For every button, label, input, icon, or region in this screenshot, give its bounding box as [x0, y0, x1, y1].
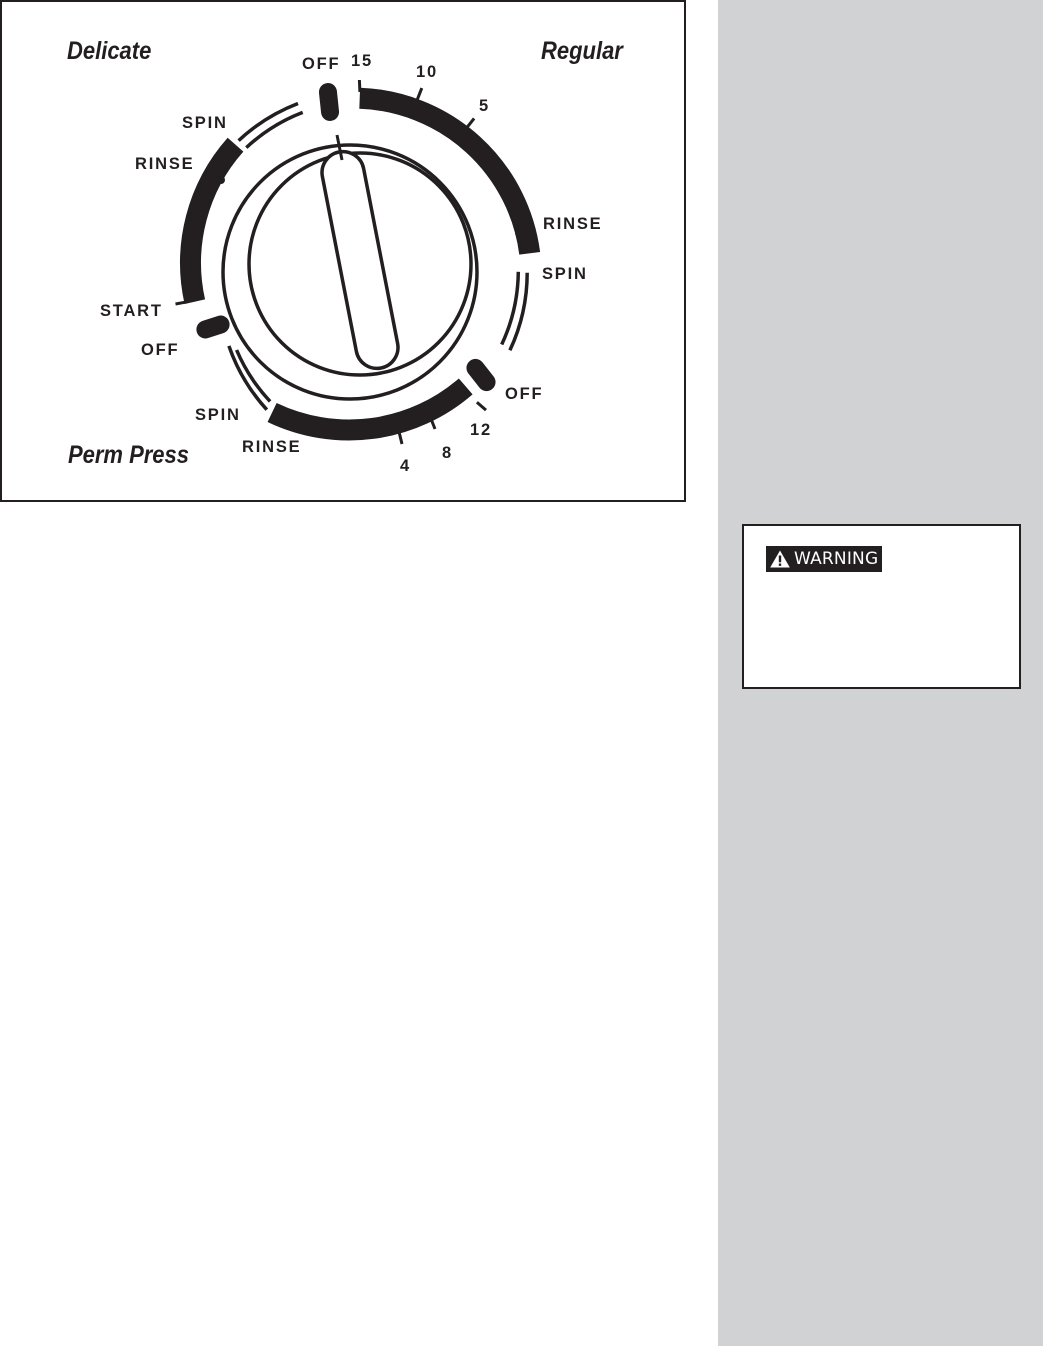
cycle-dial: [2, 2, 688, 504]
label-perm-press-12: 12: [470, 421, 492, 439]
regular-timer-arc: [360, 98, 530, 253]
label-perm-press-off: OFF: [141, 341, 180, 359]
perm-press-spin-arc-outer: [229, 346, 267, 410]
warning-label: [766, 546, 882, 572]
delicate-spin-arc-inner: [246, 112, 302, 147]
label-regular-rinse: RINSE: [543, 215, 603, 233]
tick-10: [417, 88, 421, 99]
cycle-label-perm-press: Perm Press: [68, 440, 190, 469]
perm-press-off-marker: [194, 313, 232, 341]
cycle-label-delicate: Delicate: [67, 36, 152, 65]
label-delicate-spin: SPIN: [182, 114, 228, 132]
delicate-rinse-dot: [217, 176, 225, 184]
tick-15: [359, 80, 360, 92]
delicate-spin-arc-outer: [239, 104, 298, 141]
regular-rinse-dot: [515, 229, 523, 237]
label-regular-off: OFF: [505, 385, 544, 403]
dial-knob-handle: [318, 148, 401, 372]
perm-press-rinse-dot: [301, 414, 309, 422]
label-regular-spin: SPIN: [542, 265, 588, 283]
label-perm-press-spin: SPIN: [195, 406, 241, 424]
tick-5: [467, 118, 474, 127]
label-perm-press-8: 8: [442, 444, 453, 462]
delicate-timer-arc: [191, 145, 236, 302]
warning-triangle-icon: [769, 549, 791, 569]
cycle-label-regular: Regular: [541, 36, 623, 65]
delicate-off-marker: [318, 82, 340, 122]
label-delicate-off: OFF: [302, 55, 341, 73]
warning-text: WARNING: [794, 549, 879, 569]
dial-figure: [0, 0, 686, 502]
label-regular-15: 15: [351, 52, 373, 70]
label-delicate-rinse: RINSE: [135, 155, 195, 173]
label-perm-press-4: 4: [400, 457, 411, 475]
perm-press-timer-arc: [272, 386, 466, 430]
label-regular-5: 5: [479, 97, 490, 115]
warning-box: [742, 524, 1021, 689]
regular-off-marker: [463, 355, 499, 394]
tick-12: [477, 402, 486, 410]
label-perm-press-rinse: RINSE: [242, 438, 302, 456]
label-regular-10: 10: [416, 63, 438, 81]
label-delicate-start: START: [100, 302, 163, 320]
